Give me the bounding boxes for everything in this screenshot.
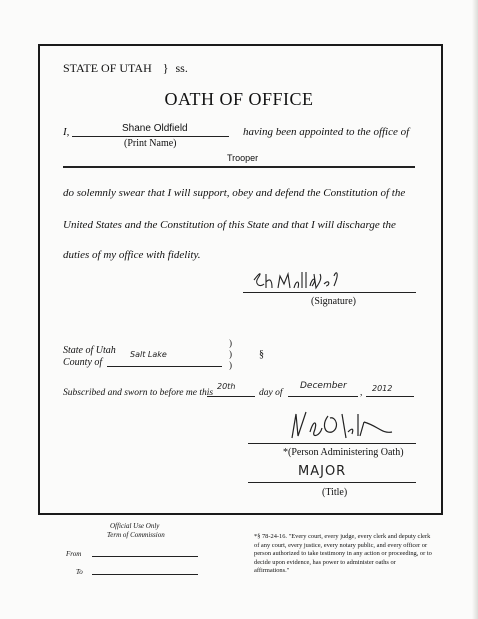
paren-2: ) [229, 349, 232, 359]
subscribed-text: Subscribed and sworn to before me this [63, 388, 214, 398]
county-label: County of [63, 357, 103, 368]
office-line [63, 166, 415, 168]
administrator-signature-image [288, 408, 408, 442]
brace: } [162, 61, 169, 75]
paren-3: ) [229, 360, 232, 370]
day-label: day of [259, 388, 283, 398]
title-caption: (Title) [322, 487, 348, 498]
print-name-value: Shane Oldfield [122, 123, 188, 134]
official-use-heading: Official Use Only [110, 522, 160, 530]
statute-footnote: *§ 78-24-16. "Every court, every judge, every clerk and deputy clerk of any court, every justice, every notary public, and every officer or person authorized to take testimony in any action or proceeding, or to decide upon evidence, has power to administer oaths or affirmations." [254, 533, 432, 575]
print-name-caption: (Print Name) [124, 138, 177, 149]
month-value: December [300, 381, 347, 391]
month-line [288, 396, 358, 397]
title-value: MAJOR [298, 464, 347, 479]
day-value: 20th [217, 382, 236, 391]
office-value: Trooper [227, 153, 259, 163]
title-line [248, 482, 416, 483]
print-name-line [72, 136, 229, 137]
signature-image [250, 266, 360, 294]
county-value: Salt Lake [130, 350, 167, 359]
oath-line-1: do solemnly swear that I will support, obey and defend the Constitution of the [63, 187, 406, 199]
term-heading: Term of Commission [107, 531, 165, 539]
oath-line-3: duties of my office with fidelity. [63, 249, 201, 261]
appointment-text: having been appointed to the office of [243, 126, 410, 138]
i-prefix: I, [63, 126, 70, 138]
year-line [366, 396, 414, 397]
day-line [207, 396, 255, 397]
signature-line [243, 292, 416, 293]
to-label: To [76, 568, 83, 576]
administrator-caption: *(Person Administering Oath) [283, 447, 404, 458]
venue-parens [229, 338, 232, 371]
venue-state: State of Utah [63, 345, 116, 356]
form-title: OATH OF OFFICE [164, 89, 314, 109]
county-line [107, 366, 222, 367]
state-label: STATE OF UTAH [63, 61, 152, 75]
paren-1: ) [229, 338, 232, 348]
from-label: From [66, 550, 82, 558]
oath-form-border [38, 44, 443, 515]
from-line [92, 556, 198, 557]
administrator-line [248, 443, 416, 444]
to-line [92, 574, 198, 575]
year-value: 2012 [372, 384, 393, 393]
signature-caption: (Signature) [311, 296, 356, 307]
ss-label: ss. [175, 61, 188, 75]
date-comma: , [360, 388, 363, 398]
state-header [63, 61, 188, 76]
oath-line-2: United States and the Constitution of this State and that I will discharge the [63, 219, 396, 231]
section-symbol: § [259, 349, 264, 360]
